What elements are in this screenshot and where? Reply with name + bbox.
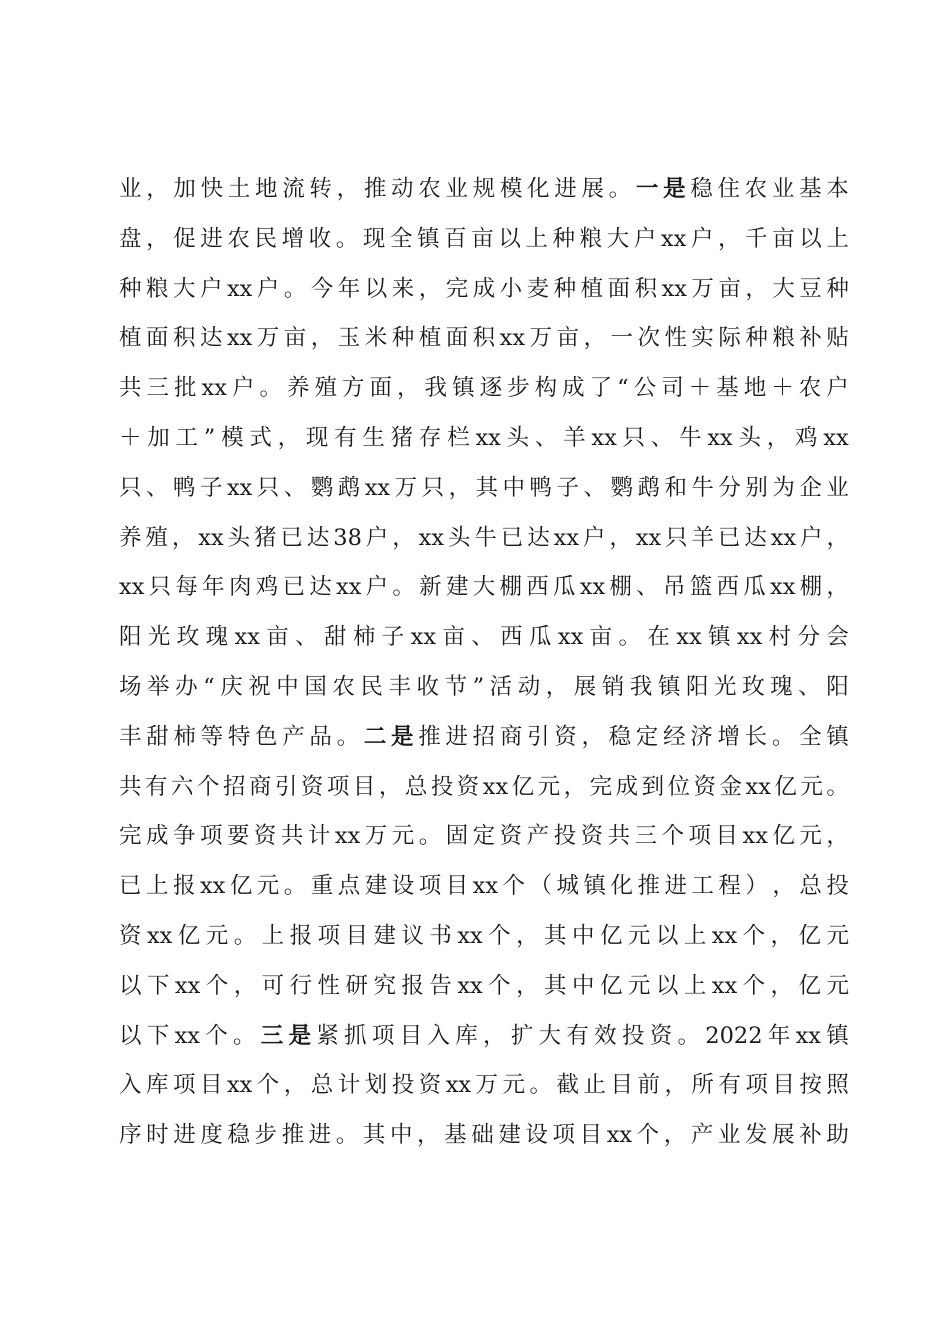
text-line: 场 举 办 “ 庆 祝 中 国 农 民 丰 收 节 ” 活 动 ， 展 销 我 镇 阳 光 玫 瑰 、 阳 xyxy=(119,673,849,700)
text-line: xx 只 每 年 肉 鸡 已 达 xx 户 。 新 建 大 棚 西 瓜 xx 棚 、 吊 篮 西 瓜 xx 棚 ， xyxy=(119,574,849,601)
text-line: 以 下 xx 个 ， 可 行 性 研 究 报 告 xx 个 ， 其 中 亿 元 以 上 xx 个 ， 亿 元 xyxy=(119,972,849,999)
text-line: 养 殖 ， xx 头 猪 已 达 38 户 ， xx 头 牛 已 达 xx 户 ， xx 只 羊 已 达 xx 户 ， xyxy=(119,524,849,551)
text-line: 以 下 xx 个 。 三 是 紧 抓 项 目 入 库 ， 扩 大 有 效 投 资 。 2022 年 xx 镇 xyxy=(119,1022,849,1049)
text-line: 完 成 争 项 要 资 共 计 xx 万 元 。 固 定 资 产 投 资 共 三 个 项 目 xx 亿 元 ， xyxy=(119,823,849,850)
text-line: 已 上 报 xx 亿 元 。 重 点 建 设 项 目 xx 个 （ 城 镇 化 推 进 工 程 ） ， 总 投 xyxy=(119,873,849,900)
text-line: 植 面 积 达 xx 万 亩 ， 玉 米 种 植 面 积 xx 万 亩 ， 一 次 性 实 际 种 粮 补 贴 xyxy=(119,325,849,352)
text-line: 盘 ， 促 进 农 民 增 收 。 现 全 镇 百 亩 以 上 种 粮 大 户 xx 户 ， 千 亩 以 上 xyxy=(119,225,849,252)
body-paragraph xyxy=(119,165,849,1161)
text-line: 共 有 六 个 招 商 引 资 项 目 ， 总 投 资 xx 亿 元 ， 完 成 到 位 资 金 xx 亿 元 。 xyxy=(119,773,849,800)
text-line: ＋ 加 工 ” 模 式 ， 现 有 生 猪 存 栏 xx 头 、 羊 xx 只 、 牛 xx 头 ， 鸡 xx xyxy=(119,424,849,451)
text-line: 丰 甜 柿 等 特 色 产 品 。 二 是 推 进 招 商 引 资 ， 稳 定 经 济 增 长 。 全 镇 xyxy=(119,723,849,750)
text-line: 业 ， 加 快 土 地 流 转 ， 推 动 农 业 规 模 化 进 展 。 一 是 稳 住 农 业 基 本 xyxy=(119,176,849,202)
text-line: 资 xx 亿 元 。 上 报 项 目 建 议 书 xx 个 ， 其 中 亿 元 以 上 xx 个 ， 亿 元 xyxy=(119,922,849,949)
text-line: 入 库 项 目 xx 个 ， 总 计 划 投 资 xx 万 元 。 截 止 目 前 ， 所 有 项 目 按 照 xyxy=(119,1072,849,1099)
text-line: 共 三 批 xx 户 。 养 殖 方 面 ， 我 镇 逐 步 构 成 了 “ 公 司 ＋ 基 地 ＋ 农 户 xyxy=(119,375,849,402)
text-line: 序 时 进 度 稳 步 推 进 。 其 中 ， 基 础 建 设 项 目 xx 个 ， 产 业 发 展 补 助 xyxy=(119,1122,849,1149)
text-line: 只 、 鸭 子 xx 只 、 鹦 鹉 xx 万 只 ， 其 中 鸭 子 、 鹦 鹉 和 牛 分 别 为 企 业 xyxy=(119,474,849,501)
text-line: 阳 光 玫 瑰 xx 亩 、 甜 柿 子 xx 亩 、 西 瓜 xx 亩 。 在 xx 镇 xx 村 分 会 xyxy=(119,624,849,651)
text-line: 种 粮 大 户 xx 户 。 今 年 以 来 ， 完 成 小 麦 种 植 面 积 xx 万 亩 ， 大 豆 种 xyxy=(119,275,849,302)
